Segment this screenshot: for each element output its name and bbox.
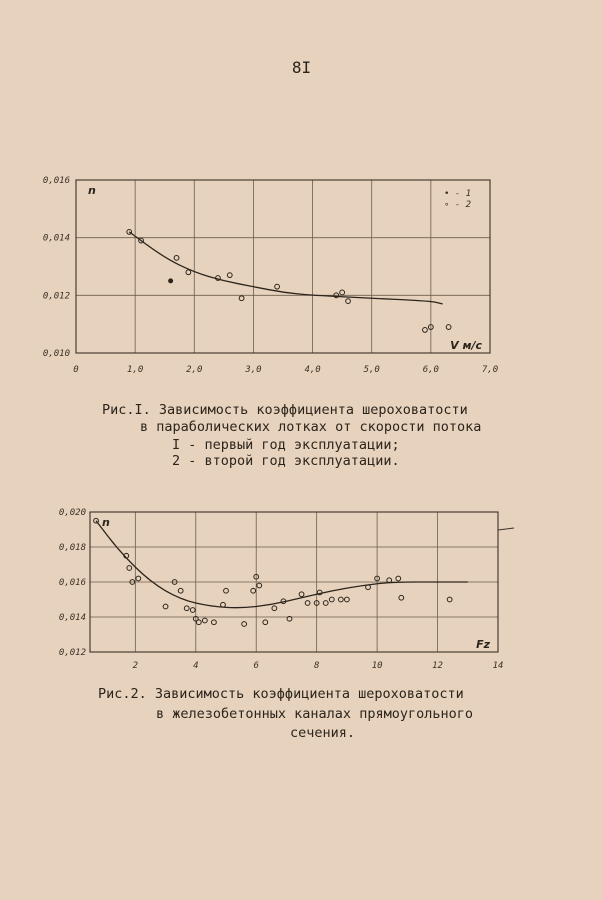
data-point-series-2 [127, 566, 132, 571]
x-axis-label: Fz [476, 638, 490, 651]
data-point-series-2 [242, 622, 247, 627]
legend-entry: • - 1 [444, 189, 472, 199]
figure-1-caption-line-2: в параболических лотках от скорости потока [140, 419, 482, 435]
data-point-series-2 [338, 597, 343, 602]
figure-1-caption-line-3: I - первый год эксплуатации; [172, 437, 400, 453]
data-point-series-2 [447, 597, 452, 602]
x-tick-label: 7,0 [481, 365, 499, 375]
data-point-series-2 [224, 588, 229, 593]
figure-2-caption-line-2: в железобетонных каналах прямоугольного [156, 706, 473, 722]
data-point-series-2 [305, 601, 310, 606]
y-tick-label: 0,020 [58, 508, 86, 518]
figure-1-caption-line-1: Рис.I. Зависимость коэффициента шероховатости [102, 402, 468, 418]
data-point-series-2 [178, 588, 183, 593]
y-axis-label: n [88, 184, 96, 197]
x-tick-label: 3,0 [245, 365, 262, 375]
x-tick-label: 0 [73, 365, 79, 375]
data-point-series-2 [196, 620, 201, 625]
data-point-series-2 [263, 620, 268, 625]
data-point-series-2 [366, 585, 371, 590]
y-tick-label: 0,012 [42, 291, 70, 302]
y-tick-label: 0,010 [42, 349, 70, 359]
data-point-series-2 [344, 597, 349, 602]
data-point-series-2 [221, 602, 226, 607]
data-point-series-2 [299, 592, 304, 597]
x-tick-label: 14 [492, 661, 504, 671]
figure-1-caption-line-4: 2 - второй год эксплуатации. [172, 453, 400, 469]
y-axis-label: n [102, 516, 110, 529]
x-tick-label: 5,0 [363, 365, 380, 375]
data-point-series-2 [190, 608, 195, 613]
x-tick-label: 6 [253, 661, 259, 671]
x-tick-label: 12 [432, 661, 443, 671]
x-tick-label: 4 [193, 661, 199, 671]
y-tick-label: 0,012 [58, 648, 86, 658]
figure-2-caption-line-3: сечения. [290, 725, 356, 741]
x-tick-label: 8 [313, 661, 320, 671]
axis-arrow-extension [498, 528, 514, 530]
data-point-series-2 [184, 606, 189, 611]
x-tick-label: 2,0 [186, 365, 203, 375]
x-tick-label: 4,0 [304, 365, 321, 375]
y-tick-label: 0,016 [58, 578, 86, 588]
data-point-series-2 [399, 595, 404, 600]
y-tick-label: 0,014 [42, 233, 70, 244]
data-point-series-2 [202, 618, 207, 623]
data-point-series-2 [136, 576, 141, 581]
data-point-series-2 [251, 588, 256, 593]
data-point-series-2 [212, 620, 217, 625]
data-point-series-2 [163, 604, 168, 609]
page-number: 8I [291, 58, 312, 77]
x-tick-label: 10 [371, 661, 383, 671]
x-tick-label: 1,0 [127, 365, 144, 375]
y-tick-label: 0,016 [42, 176, 70, 186]
x-axis-label: V м/с [450, 339, 482, 352]
data-point-series-2 [257, 583, 262, 588]
data-point-series-2 [323, 601, 328, 606]
trend-curve [96, 521, 468, 608]
data-point-series-2 [396, 576, 401, 581]
x-tick-label: 6,0 [422, 365, 439, 375]
legend-entry: ∘ - 2 [444, 200, 472, 210]
data-point-series-2 [329, 597, 334, 602]
y-tick-label: 0,014 [58, 613, 86, 623]
y-tick-label: 0,018 [58, 543, 86, 553]
data-point-series-2 [272, 606, 277, 611]
x-tick-label: 2 [132, 661, 139, 671]
figure-2-caption-line-1: Рис.2. Зависимость коэффициента шероховатости [98, 686, 464, 702]
